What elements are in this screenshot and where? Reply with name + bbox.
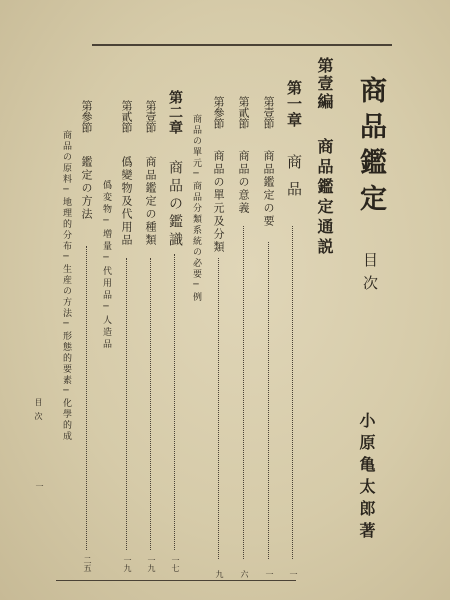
ch2-s1-leader: [150, 258, 151, 550]
ch2-s2-page: 一九: [123, 556, 132, 572]
ch2-s2-leader: [126, 258, 127, 550]
book-title: 商品鑑定: [355, 76, 386, 220]
ch2-s1-title: 商品鑑定の種類: [144, 156, 157, 247]
ch1-s3-prefix: 第參節: [212, 96, 225, 129]
bottom-rule: [56, 580, 296, 581]
ch2-s3-page: 二五: [83, 556, 92, 572]
ch2-s1-page: 一九: [147, 556, 156, 572]
ch2-s2-prefix: 第貳節: [120, 100, 133, 133]
footer-number: 一: [35, 482, 44, 490]
ch1-s1-page: 一: [265, 570, 274, 578]
ch2-s3-prefix: 第參節: [80, 100, 93, 133]
ch1-s1-title: 商品鑑定の要: [262, 150, 275, 228]
part1-title: 商品鑑定通説: [315, 138, 334, 258]
ch1-leader: [292, 226, 293, 559]
ch2-leader: [174, 254, 175, 550]
ch1-s2-prefix: 第貳節: [237, 96, 250, 129]
ch1-s3-page: 九: [215, 570, 224, 578]
ch1-s3-sub: 商品の單元─商品分類系統の必要─例: [191, 114, 201, 303]
ch1-page: 一: [289, 570, 298, 578]
ch2-s1-prefix: 第壹節: [144, 100, 157, 133]
footer-label: 目次: [34, 398, 43, 426]
ch1-s1-leader: [268, 242, 269, 559]
ch1-s3-leader: [218, 258, 219, 559]
ch2-prefix: 第二章: [167, 90, 183, 135]
ch2-s2-sub: 僞変物─増量─代用品─人造品: [101, 180, 111, 351]
ch1-prefix: 第一章: [285, 80, 303, 128]
author: 小原亀太郎著: [357, 412, 376, 544]
ch1-s1-prefix: 第壹節: [262, 96, 275, 129]
ch1-title: 商品: [285, 154, 303, 208]
ch2-page: 一七: [171, 556, 180, 572]
ch1-s2-page: 六: [240, 570, 249, 578]
ch1-s3-title: 商品の單元及分類: [212, 150, 225, 254]
ch1-s2-leader: [243, 226, 244, 559]
toc-label: 目次: [361, 252, 379, 298]
part1-prefix: 第壹編: [315, 57, 334, 111]
ch2-s3-title: 鑑定の方法: [80, 156, 93, 221]
ch2-s2-title: 僞變物及代用品: [120, 156, 133, 247]
ch2-title: 商品の鑑識: [167, 160, 183, 250]
ch1-s2-title: 商品の意義: [237, 150, 250, 215]
ch2-s3-leader: [86, 246, 87, 550]
top-rule: [92, 44, 392, 46]
ch2-s3-sub: 商品の原料─地理的分布─生産の方法─形態的要素─化學的成: [61, 130, 71, 442]
